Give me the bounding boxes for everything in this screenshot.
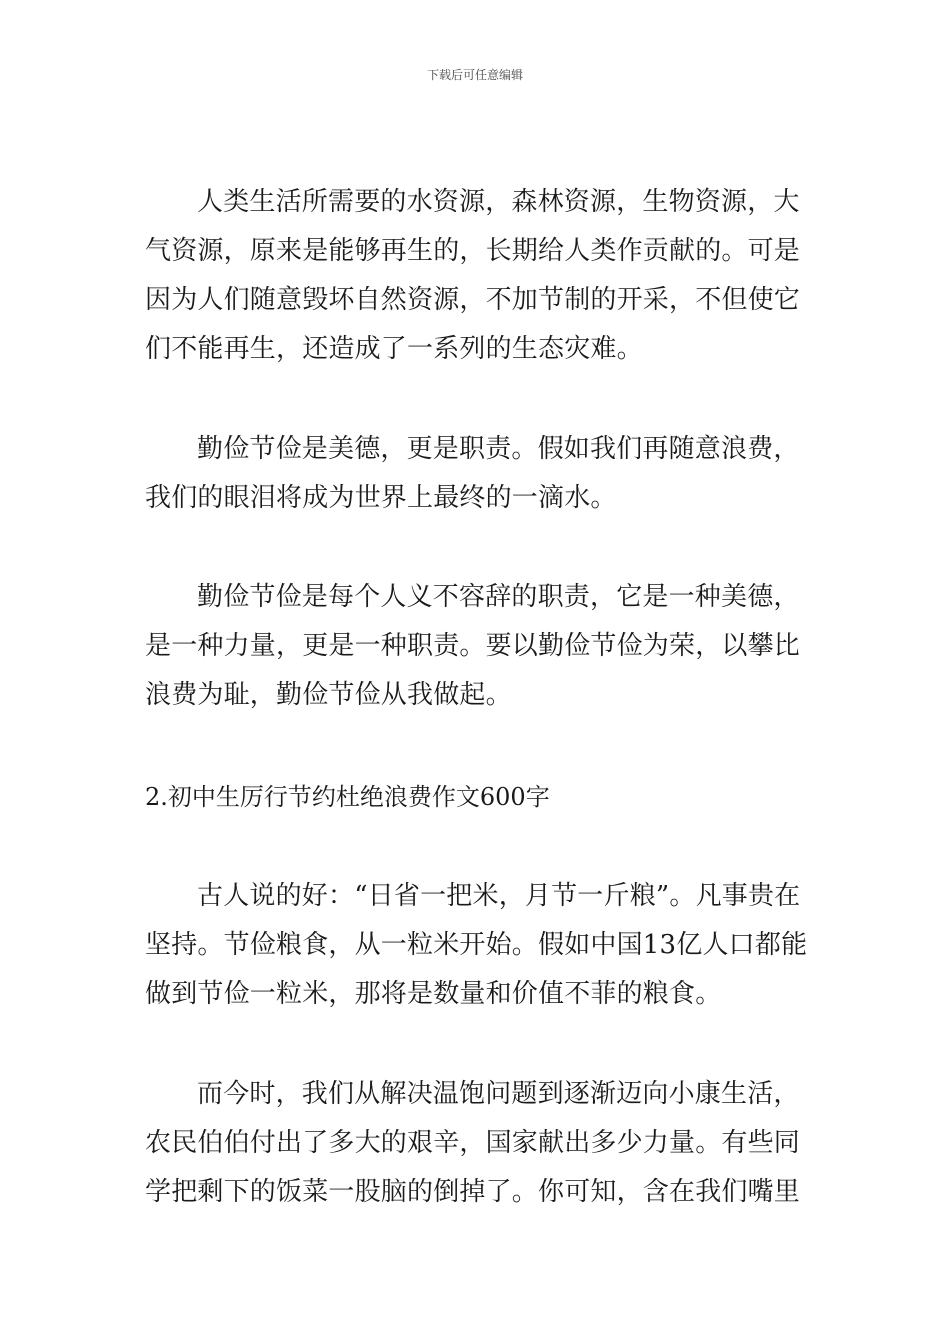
page-header-note: 下载后可任意编辑 <box>426 68 523 82</box>
paragraph-resources: 人类生活所需要的水资源，森林资源，生物资源，大气资源，原来是能够再生的，长期给人类作贡献的。可是因为人们随意毁坏自然资源，不加节制的开采，不但使它们不能再生，还造成了一系列的生态灾难。 <box>145 187 801 364</box>
paragraph-frugality-duty: 勤俭节俭是美德，更是职责。假如我们再随意浪费，我们的眼泪将成为世界上最终的一滴水。 <box>145 434 800 513</box>
paragraph-save-rice: 古人说的好：“日省一把米，月节一斤粮”。凡事贵在坚持。节俭粮食，从一粒米开始。假如中国13亿人口都能做到节俭一粒米，那将是数量和价值不菲的粮食。 <box>145 881 808 1009</box>
section-title: 2.初中生厉行节约杜绝浪费作文600字 <box>145 783 550 811</box>
paragraph-frugality-virtue: 勤俭节俭是每个人义不容辞的职责，它是一种美德，是一种力量，更是一种职责。要以勤俭节俭为荣，以攀比浪费为耻，勤俭节俭从我做起。 <box>145 582 801 710</box>
paragraph-hardship: 而今时，我们从解决温饱问题到逐渐迈向小康生活，农民伯伯付出了多大的艰辛，国家献出多少力量。有些同学把剩下的饭菜一股脑的倒掉了。你可知，含在我们嘴里 <box>145 1079 801 1207</box>
